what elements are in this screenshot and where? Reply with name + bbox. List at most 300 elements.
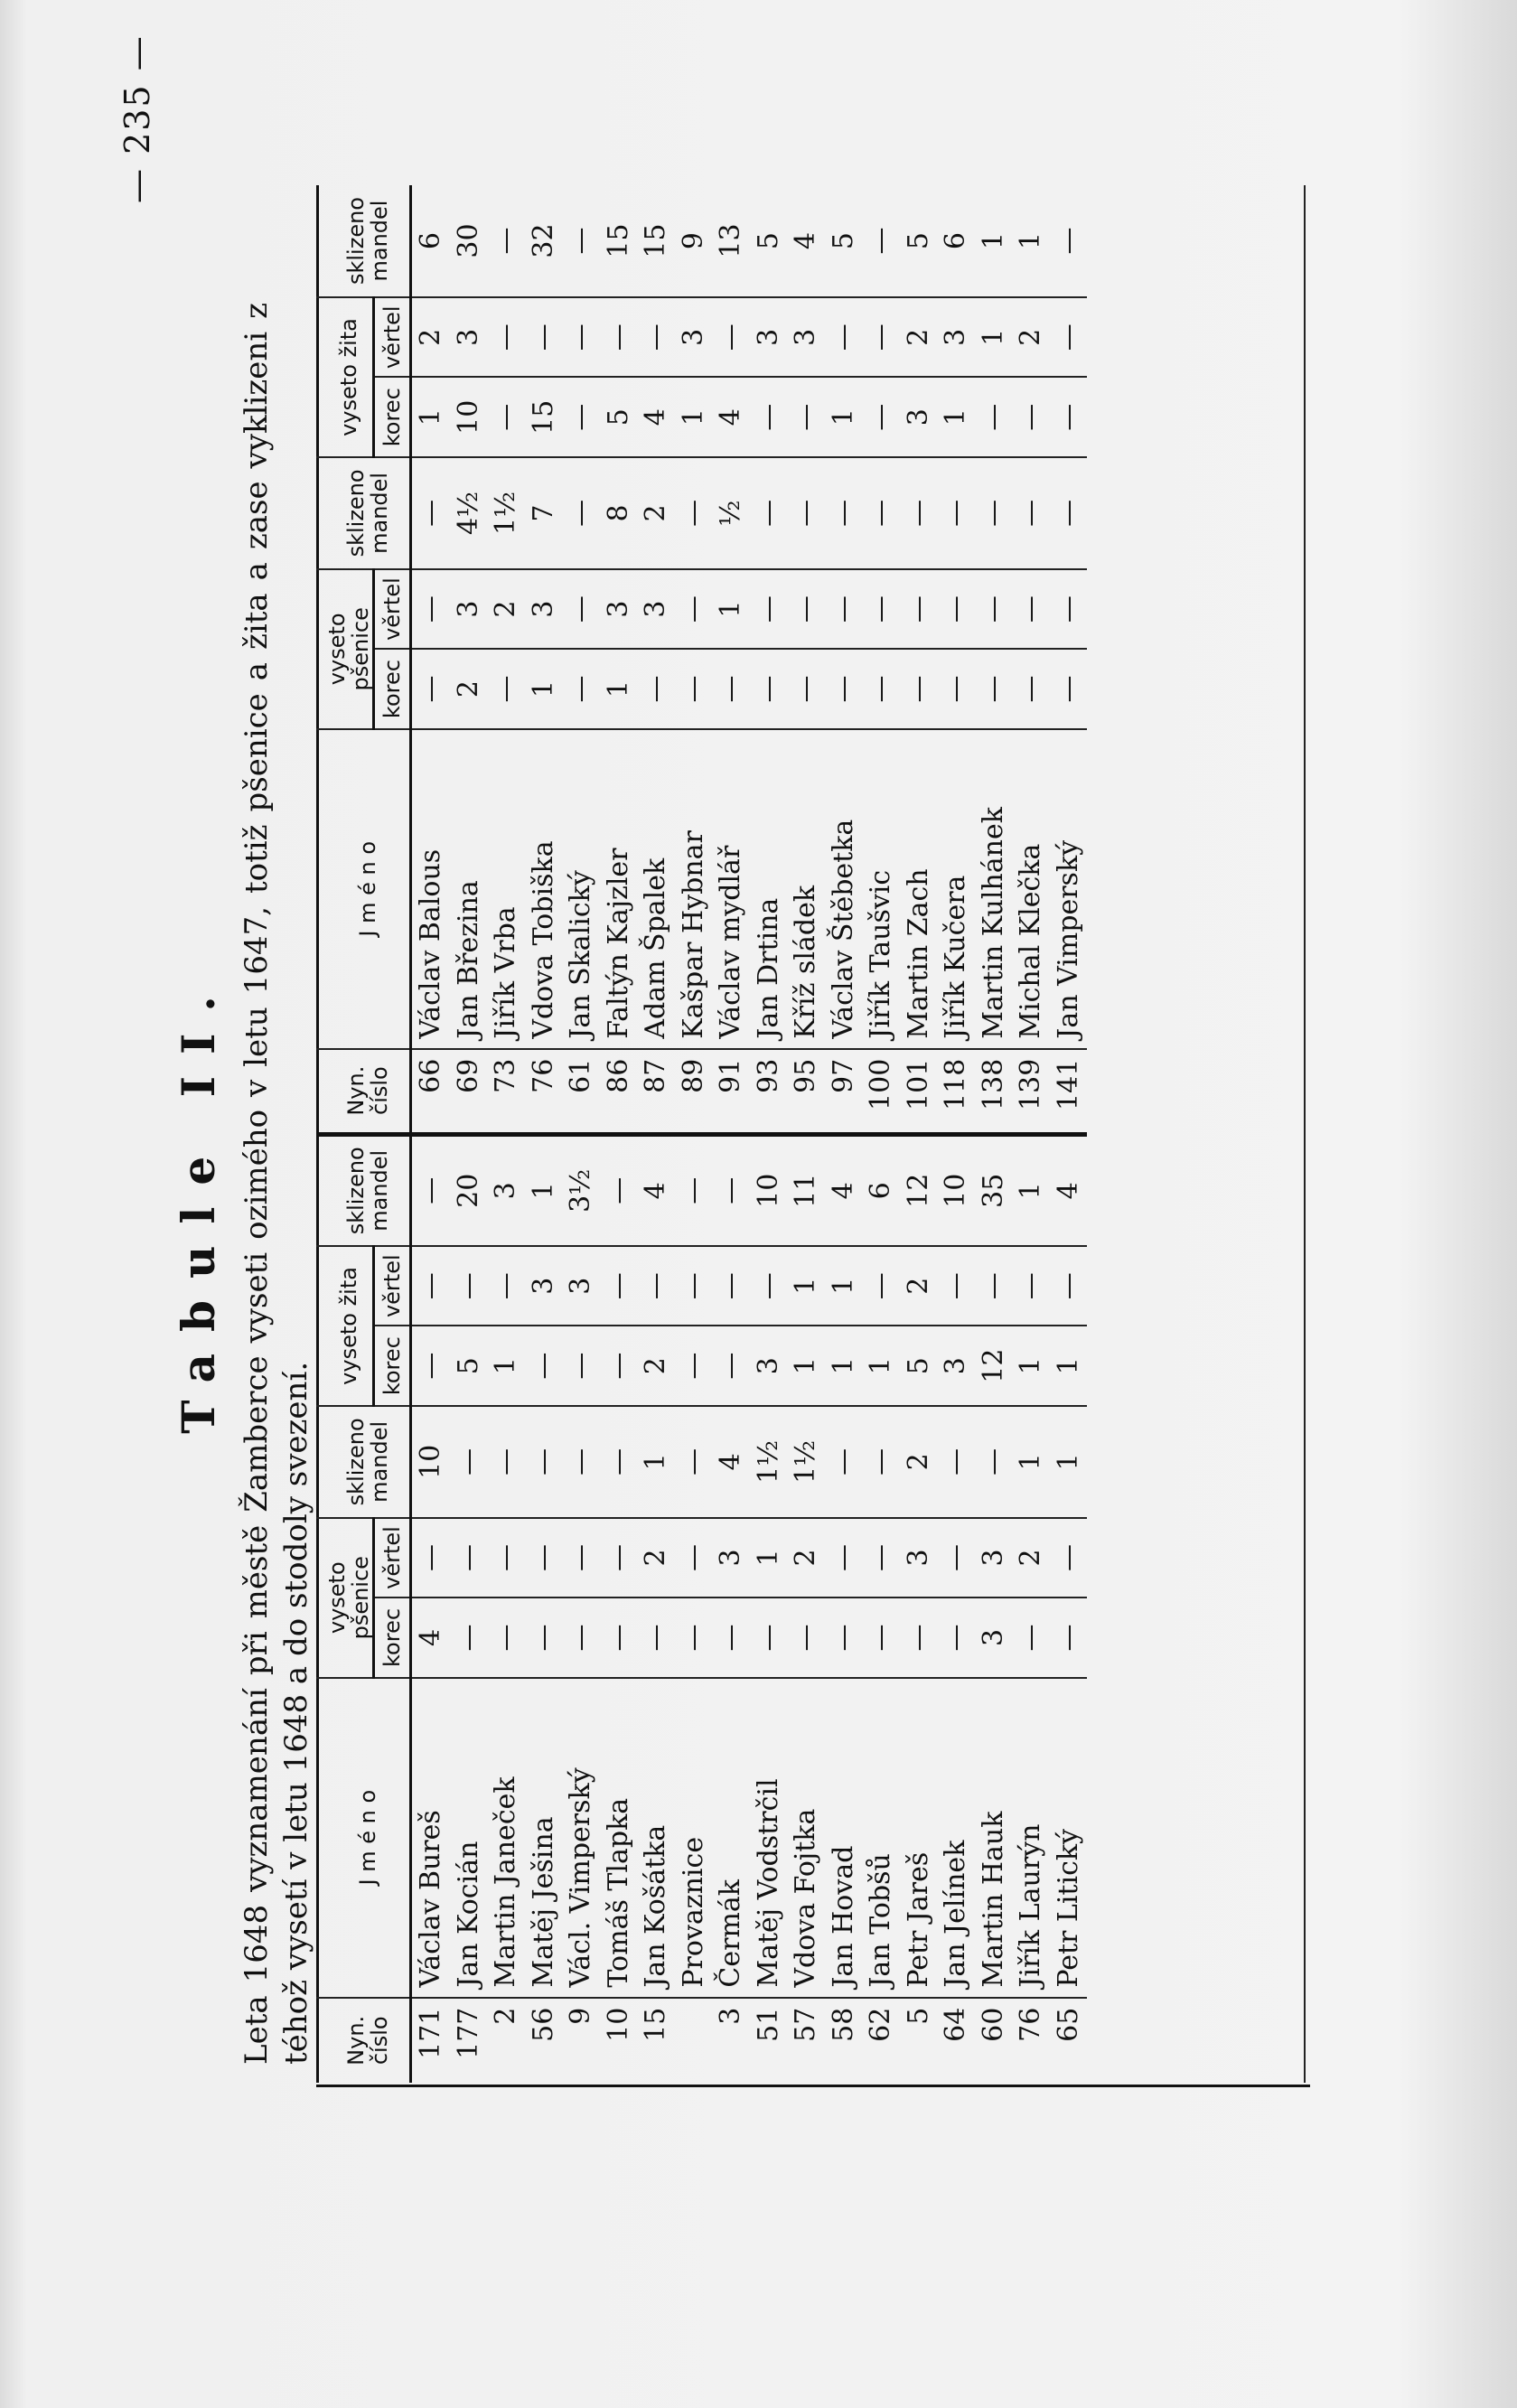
table-row bbox=[1012, 185, 1050, 2083]
cell-psenice-korec: — bbox=[1012, 649, 1050, 728]
cell-psenice-vertel: — bbox=[411, 1518, 450, 1598]
cell-name: Petr Jareš bbox=[900, 1678, 938, 1998]
cell-psenice-vertel: — bbox=[825, 569, 863, 649]
cell-psenice-sklizeno: — bbox=[675, 457, 713, 569]
table-row bbox=[712, 185, 750, 2083]
cell-psenice-sklizeno: — bbox=[937, 1406, 975, 1518]
cell-zito-vertel: — bbox=[562, 297, 600, 377]
cell-zito-korec: 10 bbox=[450, 378, 488, 457]
cell-psenice-korec: — bbox=[675, 1598, 713, 1677]
cell-number: 177 bbox=[450, 1998, 488, 2083]
cell-zito-sklizeno: — bbox=[675, 1134, 713, 1246]
cell-psenice-vertel: — bbox=[825, 1518, 863, 1598]
header-sklizeno: sklizeno mandel bbox=[316, 1406, 411, 1518]
cell-number: 95 bbox=[787, 1049, 825, 1134]
cell-psenice-korec: — bbox=[900, 1598, 938, 1677]
data-table bbox=[316, 185, 1087, 2083]
cell-psenice-korec: — bbox=[937, 649, 975, 728]
cell-zito-vertel: 2 bbox=[900, 1246, 938, 1326]
table-row bbox=[787, 185, 825, 2083]
cell-zito-korec: 4 bbox=[637, 378, 675, 457]
cell-psenice-korec: — bbox=[825, 1598, 863, 1677]
cell-name: Jan Kocián bbox=[450, 1678, 488, 1998]
cell-psenice-vertel: — bbox=[750, 569, 788, 649]
cell-zito-vertel: — bbox=[675, 1246, 713, 1326]
cell-zito-vertel: — bbox=[1050, 297, 1088, 377]
cell-zito-sklizeno: 1 bbox=[525, 1134, 563, 1246]
cell-zito-korec: 3 bbox=[750, 1326, 788, 1405]
cell-psenice-sklizeno: 8 bbox=[600, 457, 638, 569]
cell-number: 101 bbox=[900, 1049, 938, 1134]
header-vyseto-zita: vyseto žita bbox=[316, 1246, 374, 1406]
cell-psenice-sklizeno: 1½ bbox=[750, 1406, 788, 1518]
cell-psenice-korec: — bbox=[637, 1598, 675, 1677]
cell-zito-sklizeno: 32 bbox=[527, 223, 559, 258]
cell-zito-korec: 1 bbox=[862, 1326, 900, 1405]
cell-psenice-vertel: — bbox=[937, 569, 975, 649]
cell-psenice-vertel: 3 bbox=[637, 569, 675, 649]
cell-psenice-sklizeno: 1½ bbox=[487, 457, 525, 569]
cell-name: Kašpar Hybnar bbox=[675, 729, 713, 1049]
cell-zito-sklizeno: 15 bbox=[640, 223, 671, 258]
cell-psenice-sklizeno: 1½ bbox=[787, 1406, 825, 1518]
cell-zito-vertel: 3 bbox=[937, 297, 975, 377]
cell-zito-sklizeno: 11 bbox=[787, 1134, 825, 1246]
cell-name: Jan Tobšů bbox=[862, 1678, 900, 1998]
cell-number: 100 bbox=[862, 1049, 900, 1134]
cell-psenice-korec: 1 bbox=[525, 649, 563, 728]
cell-zito-sklizeno: 35 bbox=[975, 1134, 1013, 1246]
cell-name: Jiřík Kučera bbox=[937, 729, 975, 1049]
cell-psenice-korec: — bbox=[450, 1598, 488, 1677]
cell-psenice-sklizeno: 1 bbox=[1050, 1406, 1088, 1518]
cell-name: Václav mydlář bbox=[712, 729, 750, 1049]
cell-zito-sklizeno: 10 bbox=[937, 1134, 975, 1246]
cell-number: 69 bbox=[450, 1049, 488, 1134]
cell-number: 62 bbox=[862, 1998, 900, 2083]
cell-number: 66 bbox=[411, 1049, 450, 1134]
cell-zito-korec: 1 bbox=[825, 378, 863, 457]
cell-psenice-sklizeno: — bbox=[750, 457, 788, 569]
cell-psenice-korec: 4 bbox=[411, 1598, 450, 1677]
cell-number: 3 bbox=[712, 1998, 750, 2083]
cell-zito-sklizeno: 3½ bbox=[562, 1134, 600, 1246]
cell-number: 60 bbox=[975, 1998, 1013, 2083]
cell-zito-vertel: — bbox=[525, 297, 563, 377]
cell-zito-korec: 1 bbox=[825, 1326, 863, 1405]
table-row bbox=[637, 185, 675, 2083]
cell-psenice-vertel: — bbox=[411, 569, 450, 649]
table-row bbox=[1050, 185, 1088, 2083]
cell-name: Michal Klečka bbox=[1012, 729, 1050, 1049]
cell-zito-sklizeno: 4 bbox=[1050, 1134, 1088, 1246]
cell-zito-sklizeno: 5 bbox=[827, 231, 859, 250]
cell-name: Matěj Ješina bbox=[525, 1678, 563, 1998]
cell-psenice-sklizeno: — bbox=[900, 457, 938, 569]
table-row bbox=[900, 185, 938, 2083]
cell-name: Jan Hovad bbox=[825, 1678, 863, 1998]
cell-zito-sklizeno: — bbox=[712, 1134, 750, 1246]
cell-zito-vertel: — bbox=[637, 1246, 675, 1326]
cell-zito-vertel: — bbox=[712, 1246, 750, 1326]
cell-zito-sklizeno: 12 bbox=[900, 1134, 938, 1246]
header-sklizeno: sklizeno mandel bbox=[316, 457, 411, 569]
cell-psenice-vertel: — bbox=[937, 1518, 975, 1598]
cell-psenice-vertel: 3 bbox=[600, 569, 638, 649]
cell-psenice-korec: — bbox=[525, 1598, 563, 1677]
cell-psenice-vertel: — bbox=[600, 1518, 638, 1598]
cell-psenice-korec: — bbox=[937, 1598, 975, 1677]
cell-number: 65 bbox=[1050, 1998, 1088, 2083]
cell-psenice-vertel: 3 bbox=[712, 1518, 750, 1598]
cell-psenice-sklizeno: — bbox=[975, 457, 1013, 569]
cell-psenice-korec: — bbox=[862, 1598, 900, 1677]
cell-psenice-vertel: 3 bbox=[975, 1518, 1013, 1598]
cell-psenice-sklizeno: — bbox=[525, 1406, 563, 1518]
cell-zito-sklizeno: 6 bbox=[415, 231, 446, 250]
table-row bbox=[600, 185, 638, 2083]
cell-name: Jan Jelínek bbox=[937, 1678, 975, 1998]
cell-name: Václav Štěbetka bbox=[825, 729, 863, 1049]
table-row bbox=[825, 185, 863, 2083]
cell-name: Čermák bbox=[712, 1678, 750, 1998]
cell-psenice-sklizeno: 7 bbox=[525, 457, 563, 569]
table-bottom-rule bbox=[1304, 185, 1306, 2083]
cell-zito-korec: 12 bbox=[975, 1326, 1013, 1405]
cell-name: Tomáš Tlapka bbox=[600, 1678, 638, 1998]
cell-zito-vertel: — bbox=[1050, 1246, 1088, 1326]
cell-zito-korec: — bbox=[600, 1326, 638, 1405]
cell-psenice-sklizeno: — bbox=[825, 457, 863, 569]
cell-zito-sklizeno: — bbox=[411, 1134, 450, 1246]
cell-zito-sklizeno: — bbox=[865, 227, 896, 255]
cell-name: Martin Kulhánek bbox=[975, 729, 1013, 1049]
cell-number: 118 bbox=[937, 1049, 975, 1134]
cell-zito-korec: 1 bbox=[1012, 1326, 1050, 1405]
cell-zito-korec: — bbox=[675, 1326, 713, 1405]
header-korec: korec bbox=[374, 649, 411, 728]
cell-name: Vdova Tobiška bbox=[525, 729, 563, 1049]
cell-zito-sklizeno: 20 bbox=[450, 1134, 488, 1246]
cell-zito-korec: — bbox=[525, 1326, 563, 1405]
cell-zito-korec: 4 bbox=[712, 378, 750, 457]
cell-psenice-vertel: — bbox=[562, 569, 600, 649]
cell-number: 86 bbox=[600, 1049, 638, 1134]
cell-name: Petr Litický bbox=[1050, 1678, 1088, 1998]
header-jmeno: J m é n o bbox=[316, 1678, 411, 1998]
table-row bbox=[862, 185, 900, 2083]
cell-psenice-korec: — bbox=[712, 649, 750, 728]
cell-psenice-sklizeno: — bbox=[862, 1406, 900, 1518]
cell-zito-sklizeno: 15 bbox=[602, 223, 634, 258]
cell-psenice-sklizeno: — bbox=[787, 457, 825, 569]
cell-zito-vertel: — bbox=[487, 297, 525, 377]
cell-zito-korec: 1 bbox=[487, 1326, 525, 1405]
cell-psenice-vertel: — bbox=[450, 1518, 488, 1598]
cell-psenice-korec: — bbox=[600, 1598, 638, 1677]
header-sklizeno: sklizeno mandel bbox=[316, 185, 411, 297]
cell-zito-vertel: — bbox=[450, 1246, 488, 1326]
cell-zito-korec: 5 bbox=[900, 1326, 938, 1405]
cell-number: 171 bbox=[411, 1998, 450, 2083]
cell-psenice-sklizeno: 1 bbox=[637, 1406, 675, 1518]
cell-zito-vertel: — bbox=[862, 297, 900, 377]
cell-zito-korec: — bbox=[712, 1326, 750, 1405]
cell-name: Václav Bureš bbox=[411, 1678, 450, 1998]
cell-zito-korec: — bbox=[750, 378, 788, 457]
table-body bbox=[411, 185, 1088, 2083]
cell-zito-vertel: — bbox=[600, 297, 638, 377]
cell-zito-korec: 5 bbox=[450, 1326, 488, 1405]
cell-name: Jan Březina bbox=[450, 729, 488, 1049]
cell-number: 15 bbox=[637, 1998, 675, 2083]
cell-zito-vertel: — bbox=[1012, 1246, 1050, 1326]
cell-psenice-vertel: — bbox=[487, 1518, 525, 1598]
cell-name: Jiřík Laurýn bbox=[1012, 1678, 1050, 1998]
cell-psenice-korec: — bbox=[825, 649, 863, 728]
cell-zito-vertel: — bbox=[637, 297, 675, 377]
cell-zito-korec: 2 bbox=[637, 1326, 675, 1405]
cell-psenice-sklizeno: — bbox=[411, 457, 450, 569]
cell-name: Vdova Fojtka bbox=[787, 1678, 825, 1998]
cell-psenice-korec: — bbox=[750, 649, 788, 728]
cell-zito-korec: 1 bbox=[1050, 1326, 1088, 1405]
cell-name: Matěj Vodstrčil bbox=[750, 1678, 788, 1998]
cell-zito-vertel: 2 bbox=[411, 297, 450, 377]
cell-psenice-korec: 2 bbox=[450, 649, 488, 728]
cell-psenice-vertel: — bbox=[1012, 569, 1050, 649]
header-vertel: věrtel bbox=[374, 1518, 411, 1598]
cell-name: Martin Janeček bbox=[487, 1678, 525, 1998]
cell-zito-sklizeno: 3 bbox=[487, 1134, 525, 1246]
cell-zito-sklizeno: 13 bbox=[715, 223, 746, 258]
cell-zito-vertel: 2 bbox=[1012, 297, 1050, 377]
cell-psenice-korec: 1 bbox=[600, 649, 638, 728]
cell-name: Jan Drtina bbox=[750, 729, 788, 1049]
table-row bbox=[675, 185, 713, 2083]
cell-psenice-sklizeno: 1 bbox=[1012, 1406, 1050, 1518]
cell-zito-sklizeno: 5 bbox=[902, 231, 934, 250]
cell-zito-sklizeno: 4 bbox=[825, 1134, 863, 1246]
cell-psenice-sklizeno: — bbox=[862, 457, 900, 569]
cell-number: 139 bbox=[1012, 1049, 1050, 1134]
cell-zito-vertel: — bbox=[862, 1246, 900, 1326]
cell-psenice-sklizeno: 4 bbox=[712, 1406, 750, 1518]
cell-psenice-korec: — bbox=[862, 649, 900, 728]
cell-zito-sklizeno: 6 bbox=[862, 1134, 900, 1246]
cell-psenice-korec: — bbox=[712, 1598, 750, 1677]
cell-number: 91 bbox=[712, 1049, 750, 1134]
cell-zito-vertel: 3 bbox=[675, 297, 713, 377]
cell-number: 58 bbox=[825, 1998, 863, 2083]
cell-zito-korec: — bbox=[562, 1326, 600, 1405]
cell-number: 9 bbox=[562, 1998, 600, 2083]
cell-name: Provaznice bbox=[675, 1678, 713, 1998]
cell-psenice-vertel: — bbox=[862, 1518, 900, 1598]
cell-zito-vertel: 3 bbox=[525, 1246, 563, 1326]
cell-psenice-vertel: 3 bbox=[525, 569, 563, 649]
cell-name: Kříž sládek bbox=[787, 729, 825, 1049]
cell-psenice-sklizeno: — bbox=[675, 1406, 713, 1518]
header-nyn-cislo: Nyn. číslo bbox=[316, 1049, 411, 1134]
cell-psenice-korec: — bbox=[637, 649, 675, 728]
header-nyn-cislo: Nyn. číslo bbox=[316, 1998, 411, 2083]
cell-zito-vertel: 3 bbox=[750, 297, 788, 377]
cell-number: 93 bbox=[750, 1049, 788, 1134]
cell-psenice-sklizeno: — bbox=[825, 1406, 863, 1518]
cell-name: Jan Skalický bbox=[562, 729, 600, 1049]
cell-psenice-vertel: 2 bbox=[787, 1518, 825, 1598]
header-korec: korec bbox=[374, 1598, 411, 1677]
cell-zito-sklizeno: 6 bbox=[940, 231, 971, 250]
cell-number bbox=[675, 1998, 713, 2083]
cell-number: 76 bbox=[525, 1049, 563, 1134]
header-vyseto-psenice: vyseto pšenice bbox=[316, 1518, 374, 1678]
cell-psenice-sklizeno: — bbox=[562, 1406, 600, 1518]
cell-zito-vertel: — bbox=[487, 1246, 525, 1326]
cell-zito-vertel: — bbox=[750, 1246, 788, 1326]
header-korec: korec bbox=[374, 1326, 411, 1405]
cell-zito-vertel: 1 bbox=[975, 297, 1013, 377]
cell-psenice-vertel: 3 bbox=[450, 569, 488, 649]
cell-number: 97 bbox=[825, 1049, 863, 1134]
cell-psenice-sklizeno: 4½ bbox=[450, 457, 488, 569]
cell-zito-sklizeno: 1 bbox=[1015, 231, 1046, 250]
cell-psenice-korec: — bbox=[900, 649, 938, 728]
cell-zito-sklizeno: — bbox=[600, 1134, 638, 1246]
cell-psenice-korec: — bbox=[1012, 1598, 1050, 1677]
header-vyseto-zita: vyseto žita bbox=[316, 297, 374, 457]
cell-zito-korec: — bbox=[862, 378, 900, 457]
cell-psenice-vertel: — bbox=[675, 569, 713, 649]
cell-zito-vertel: — bbox=[600, 1246, 638, 1326]
table-row bbox=[411, 185, 450, 2083]
cell-zito-vertel: 1 bbox=[787, 1246, 825, 1326]
cell-number: 89 bbox=[675, 1049, 713, 1134]
cell-zito-vertel: — bbox=[937, 1246, 975, 1326]
cell-zito-korec: 3 bbox=[900, 378, 938, 457]
cell-psenice-sklizeno: — bbox=[1012, 457, 1050, 569]
cell-psenice-sklizeno: — bbox=[937, 457, 975, 569]
cell-number: 57 bbox=[787, 1998, 825, 2083]
header-vertel: věrtel bbox=[374, 297, 411, 377]
cell-name: Václ. Vimperský bbox=[562, 1678, 600, 1998]
header-jmeno: J m é n o bbox=[316, 729, 411, 1049]
cell-zito-vertel: 1 bbox=[825, 1246, 863, 1326]
cell-psenice-sklizeno: — bbox=[562, 457, 600, 569]
cell-zito-sklizeno: — bbox=[1052, 227, 1084, 255]
cell-zito-sklizeno: 30 bbox=[452, 223, 484, 258]
cell-zito-vertel: — bbox=[975, 1246, 1013, 1326]
header-korec: korec bbox=[374, 378, 411, 457]
cell-zito-vertel: 3 bbox=[450, 297, 488, 377]
cell-number: 73 bbox=[487, 1049, 525, 1134]
table-row bbox=[525, 185, 563, 2083]
cell-number: 61 bbox=[562, 1049, 600, 1134]
cell-psenice-sklizeno: — bbox=[1050, 457, 1088, 569]
cell-name: Martin Zach bbox=[900, 729, 938, 1049]
cell-zito-korec: — bbox=[1012, 378, 1050, 457]
table-row bbox=[450, 185, 488, 2083]
cell-name: Martin Hauk bbox=[975, 1678, 1013, 1998]
table-row bbox=[487, 185, 525, 2083]
cell-psenice-vertel: 1 bbox=[750, 1518, 788, 1598]
cell-zito-korec: 1 bbox=[937, 378, 975, 457]
cell-zito-sklizeno: 4 bbox=[790, 231, 821, 250]
cell-zito-korec: — bbox=[562, 378, 600, 457]
cell-psenice-korec: — bbox=[1050, 649, 1088, 728]
cell-zito-sklizeno: — bbox=[490, 227, 521, 255]
cell-zito-korec: 5 bbox=[600, 378, 638, 457]
cell-zito-vertel: 3 bbox=[562, 1246, 600, 1326]
cell-psenice-sklizeno: — bbox=[450, 1406, 488, 1518]
cell-psenice-sklizeno: — bbox=[975, 1406, 1013, 1518]
cell-psenice-sklizeno: 2 bbox=[900, 1406, 938, 1518]
cell-number: 76 bbox=[1012, 1998, 1050, 2083]
cell-number: 141 bbox=[1050, 1049, 1088, 1134]
cell-psenice-vertel: — bbox=[900, 569, 938, 649]
cell-psenice-sklizeno: ½ bbox=[712, 457, 750, 569]
cell-psenice-korec: — bbox=[787, 1598, 825, 1677]
cell-zito-vertel: — bbox=[712, 297, 750, 377]
header-sklizeno: sklizeno mandel bbox=[316, 1134, 411, 1246]
cell-psenice-korec: — bbox=[787, 649, 825, 728]
cell-number: 64 bbox=[937, 1998, 975, 2083]
cell-psenice-korec: — bbox=[487, 1598, 525, 1677]
cell-psenice-vertel: — bbox=[1050, 569, 1088, 649]
table-row bbox=[975, 185, 1013, 2083]
cell-psenice-korec: — bbox=[1050, 1598, 1088, 1677]
cell-zito-sklizeno: 1 bbox=[1012, 1134, 1050, 1246]
cell-zito-korec: 1 bbox=[675, 378, 713, 457]
cell-psenice-sklizeno: — bbox=[600, 1406, 638, 1518]
cell-zito-korec: 15 bbox=[525, 378, 563, 457]
cell-zito-korec: 1 bbox=[787, 1326, 825, 1405]
cell-name: Jiřík Taušvic bbox=[862, 729, 900, 1049]
cell-zito-vertel: — bbox=[825, 297, 863, 377]
cell-psenice-vertel: 2 bbox=[1012, 1518, 1050, 1598]
page-number: — 235 — bbox=[117, 34, 157, 203]
cell-psenice-korec: — bbox=[675, 649, 713, 728]
cell-name: Adam Špalek bbox=[637, 729, 675, 1049]
cell-number: 56 bbox=[525, 1998, 563, 2083]
cell-zito-sklizeno: 4 bbox=[637, 1134, 675, 1246]
cell-zito-sklizeno: 1 bbox=[977, 231, 1009, 250]
cell-psenice-korec: — bbox=[975, 649, 1013, 728]
cell-zito-sklizeno: 5 bbox=[752, 231, 784, 250]
cell-name: Václav Balous bbox=[411, 729, 450, 1049]
cell-zito-sklizeno: 10 bbox=[750, 1134, 788, 1246]
cell-psenice-vertel: 2 bbox=[487, 569, 525, 649]
cell-psenice-korec: 3 bbox=[975, 1598, 1013, 1677]
cell-zito-sklizeno: — bbox=[565, 227, 596, 255]
cell-name: Jan Košátka bbox=[637, 1678, 675, 1998]
cell-psenice-korec: — bbox=[750, 1598, 788, 1677]
cell-zito-korec: — bbox=[487, 378, 525, 457]
cell-psenice-sklizeno: 2 bbox=[637, 457, 675, 569]
cell-psenice-vertel: — bbox=[787, 569, 825, 649]
page-title: Tabule II. bbox=[172, 974, 225, 1434]
cell-number: 138 bbox=[975, 1049, 1013, 1134]
cell-psenice-vertel: 1 bbox=[712, 569, 750, 649]
cell-psenice-korec: — bbox=[562, 1598, 600, 1677]
cell-number: 51 bbox=[750, 1998, 788, 2083]
table-row bbox=[562, 185, 600, 2083]
table-row bbox=[937, 185, 975, 2083]
cell-zito-sklizeno: 9 bbox=[677, 231, 709, 250]
cell-name: Jan Vimperský bbox=[1050, 729, 1088, 1049]
cell-zito-vertel: 3 bbox=[787, 297, 825, 377]
